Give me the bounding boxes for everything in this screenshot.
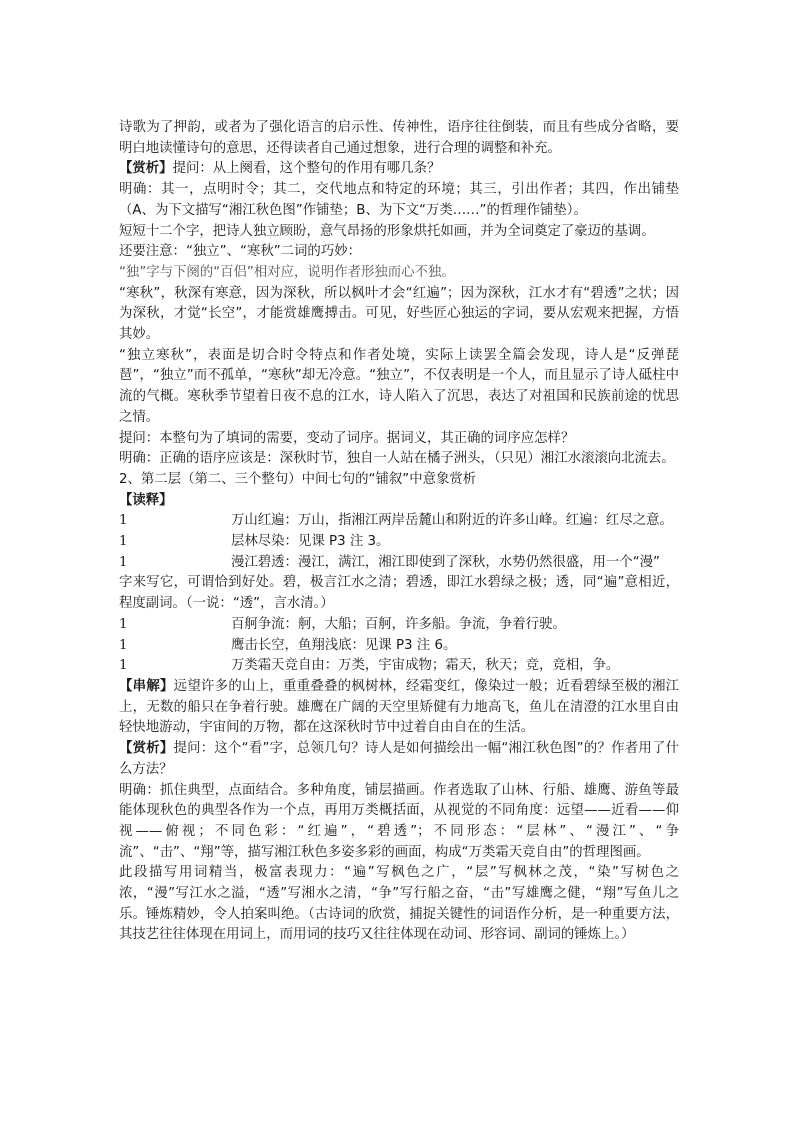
gloss-number: 1 (119, 658, 128, 674)
gloss-number: 1 (119, 554, 128, 570)
paragraph-question-1: 【赏析】提问：从上阕看，这个整句的作用有哪几条？ (119, 161, 441, 177)
gloss-item (119, 615, 679, 636)
gloss-number: 1 (119, 513, 128, 529)
gloss-text: 百舸争流：舸，大船；百舸，许多船。争流，争着行驶。 (231, 616, 566, 632)
gloss-item (119, 553, 679, 574)
gloss-item (119, 636, 679, 657)
paragraph-du: “独”字与下阕的“百侣”相对应，说明作者形独而心不独。 (119, 264, 455, 280)
gloss-text: 层林尽染：见课 P3 注 3。 (231, 534, 390, 550)
gloss-text: 万类霜天竞自由：万类，宇宙成物；霜天，秋天；竞，竞相，争。 (231, 658, 620, 674)
document-page (119, 118, 679, 946)
gloss-item (119, 511, 679, 532)
paragraph-duli-hanqiu: “独立寒秋”，表面是切合时令特点和作者处境，实际上读罢全篇会发现，诗人是“反弹琵琶”，“独立”而不孤单，“寒秋”却无冷意。“独立”，不仅表明是一个人，而且显示了诗人砥柱中流的气概。寒秋季节望着日夜不息的江水，诗人陷入了沉思，表达了对祖国和民族前途的忧思之情。 (119, 347, 679, 425)
tag-shangxi: 【赏析】 (119, 161, 173, 177)
paragraph-final: 此段描写用词精当，极富表现力：“遍”写枫色之广，“层”写枫林之茂，“染”写树色之浓，“漫”写江水之溢，“透”写湘水之清，“争”写行船之奋，“击”写雄鹰之健，“翔”写鱼儿之乐。锤炼精妙，令人拍案叫绝。（古诗词的欣赏，捕捉关键性的词语作分析，是一种重要方法，其技艺往往体现在用词上，而用词的技巧又往往体现在动词、形容词、副词的锤炼上。） (119, 865, 679, 943)
paragraph-note: 还要注意：“独立”、“寒秋”二词的巧妙： (119, 244, 361, 260)
tag-shangxi: 【赏析】 (119, 741, 174, 757)
gloss-number: 1 (119, 637, 128, 653)
gloss-item (119, 532, 679, 553)
gloss-number: 1 (119, 616, 128, 632)
paragraph-hanqiu: “寒秋”，秋深有寒意，因为深秋，所以枫叶才会“红遍”；因为深秋，江水才有“碧透”之状；因为深秋，才觉“长空”，才能赏雄鹰搏击。可见，好些匠心独运的字词，要从宏观来把握，方悟其妙。 (119, 285, 679, 343)
section-heading-2: 2、第二层（第二、三个整句）中间七句的“铺叙”中意象赏析 (119, 471, 477, 487)
paragraph-answer-1: 明确：其一，点明时令；其二，交代地点和特定的环境；其三，引出作者；其四，作出铺垫（A、为下文描写“湘江秋色图”作铺垫；B、为下文“万类……”的哲理作铺垫）。 (119, 182, 679, 218)
paragraph-answer-2: 明确：正确的语序应该是：深秋时节，独自一人站在橘子洲头，（只见）湘江水滚滚向北流去。 (119, 451, 675, 467)
gloss-text: 漫江碧透：漫江，满江，湘江即使到了深秋，水势仍然很盛，用一个“漫” (231, 554, 660, 570)
gloss-text: 万山红遍：万山，指湘江两岸岳麓山和附近的许多山峰。红遍：红尽之意。 (231, 513, 673, 529)
gloss-number: 1 (119, 534, 128, 550)
tag-dushi: 【读释】 (119, 492, 173, 508)
paragraph-chuanjie: 【串解】远望许多的山上，重重叠叠的枫树林，经霜变红，像染过一般；近看碧绿至极的湘江上，无数的船只在争着行驶。雄鹰在广阔的天空里矫健有力地高飞，鱼儿在清澄的江水里自由轻快地游动，宇宙间的万物，都在这深秋时节中过着自由自在的生活。 (119, 678, 680, 736)
gloss-continuation: 字来写它，可谓恰到好处。碧，极言江水之清；碧透，即江水碧绿之极；透，同“遍”意相近，程度副词。（一说：“透”，言水清。） (119, 575, 679, 612)
paragraph-intro: 诗歌为了押韵，或者为了强化语言的启示性、传神性，语序往往倒装，而且有些成分省略，要明白地读懂诗句的意思，还得读者自己通过想象，进行合理的调整和补充。 (119, 120, 679, 156)
paragraph-question-2: 提问：本整句为了填词的需要，变动了词序。据词义，其正确的词序应怎样？ (119, 430, 575, 446)
paragraph-question-3: 【赏析】提问：这个“看”字，总领几句？诗人是如何描绘出一幅“湘江秋色图”的？作者用了什么方法？ (119, 741, 680, 777)
gloss-item (119, 656, 679, 677)
paragraph-summary: 短短十二个字，把诗人独立顾盼，意气昂扬的形象烘托如画，并为全词奠定了豪迈的基调。 (119, 223, 655, 239)
gloss-text: 鹰击长空，鱼翔浅底：见课 P3 注 6。 (231, 637, 457, 653)
paragraph-answer-3: 明确：抓住典型，点面结合。多种角度，铺层描画。作者选取了山林、行船、雄鹰、游鱼等最能体现秋色的典型各作为一个点，再用万类概括面，从视觉的不同角度：远望——近看——仰视——俯视；不同色彩：“红遍”，“碧透”；不同形态：“层林”、“漫江”、“争流”、“击”、“翔”等，描写湘江秋色多姿多彩的画面，构成“万类霜天竞自由”的哲理图画。 (119, 782, 679, 860)
tag-chuanjie: 【串解】 (119, 678, 174, 694)
